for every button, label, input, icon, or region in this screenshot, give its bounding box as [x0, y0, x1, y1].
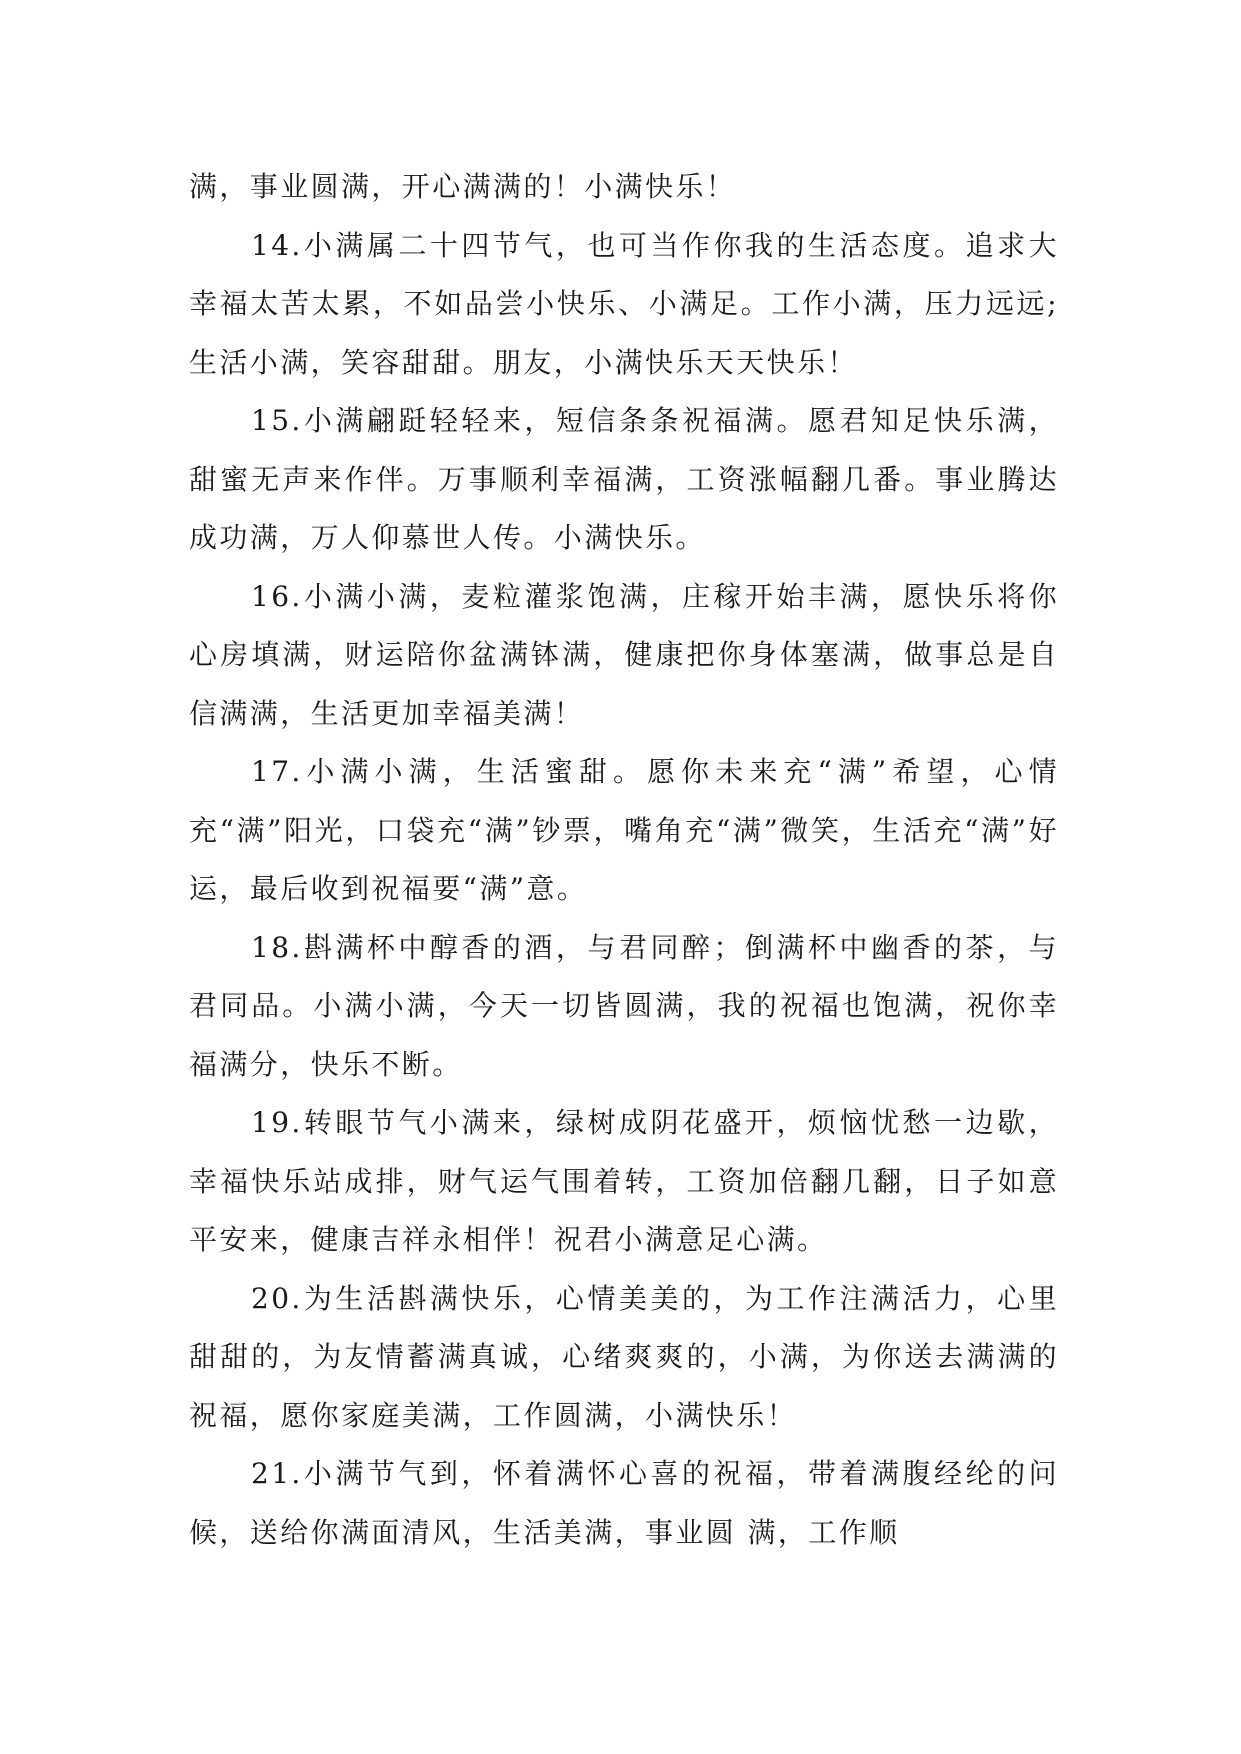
paragraph-text: 转眼节气小满来，绿树成阴花盛开，烦恼忧愁一边歇，幸福快乐站成排，财气运气围着转，工资加倍翻几翻，日子如意平安来，健康吉祥永相伴！祝君小满意足心满。	[189, 1106, 1059, 1256]
paragraph-number: 16.	[251, 579, 303, 613]
paragraph-16	[189, 568, 1059, 744]
paragraph-20	[189, 1270, 1059, 1446]
paragraph-number: 18.	[251, 930, 303, 964]
paragraph-number: 19.	[251, 1106, 303, 1139]
paragraph-text: 小满小满，麦粒灌浆饱满，庄稼开始丰满，愿快乐将你心房填满，财运陪你盆满钵满，健康把你身体塞满，做事总是自信满满，生活更加幸福美满！	[189, 579, 1059, 730]
paragraph-number: 14.	[251, 228, 303, 262]
paragraph-15	[189, 392, 1059, 568]
paragraph-number: 17.	[251, 755, 303, 788]
paragraph-text: 为生活斟满快乐，心情美美的，为工作注满活力，心里甜甜的，为友情蓄满真诚，心绪爽爽的，小满，为你送去满满的祝福，愿你家庭美满，工作圆满，小满快乐！	[189, 1281, 1059, 1432]
paragraph-text: 小满节气到，怀着满怀心喜的祝福，带着满腹经纶的问候，送给你满面清风，生活美满，事业圆 满，工作顺	[189, 1457, 1059, 1549]
paragraph-17	[189, 743, 1059, 919]
paragraph-19	[189, 1094, 1059, 1270]
paragraph-text: 满，事业圆满，开心满满的！小满快乐！	[189, 170, 737, 203]
paragraph-18	[189, 919, 1059, 1095]
paragraph-text: 小满翩跹轻轻来，短信条条祝福满。愿君知足快乐满，甜蜜无声来作伴。万事顺利幸福满，工资涨幅翻几番。事业腾达成功满，万人仰慕世人传。小满快乐。	[189, 404, 1059, 554]
paragraph-number: 21.	[251, 1457, 303, 1490]
paragraph-number: 15.	[251, 404, 303, 437]
paragraph-number: 20.	[251, 1281, 303, 1315]
paragraph-text: 小满小满，生活蜜甜。愿你未来充“满”希望，心情充“满”阳光，口袋充“满”钞票，嘴角充“满”微笑，生活充“满”好运，最后收到祝福要“满”意。	[189, 755, 1059, 905]
paragraph-text: 斟满杯中醇香的酒，与君同醉；倒满杯中幽香的茶，与君同品。小满小满，今天一切皆圆满，我的祝福也饱满，祝你幸福满分，快乐不断。	[189, 930, 1059, 1081]
document-body	[189, 158, 1059, 1562]
paragraph-continuation	[189, 158, 1059, 217]
paragraph-21	[189, 1445, 1059, 1562]
paragraph-text: 小满属二十四节气，也可当作你我的生活态度。追求大幸福太苦太累，不如品尝小快乐、小满足。工作小满，压力远远;生活小满，笑容甜甜。朋友，小满快乐天天快乐！	[189, 228, 1059, 379]
paragraph-14	[189, 217, 1059, 393]
